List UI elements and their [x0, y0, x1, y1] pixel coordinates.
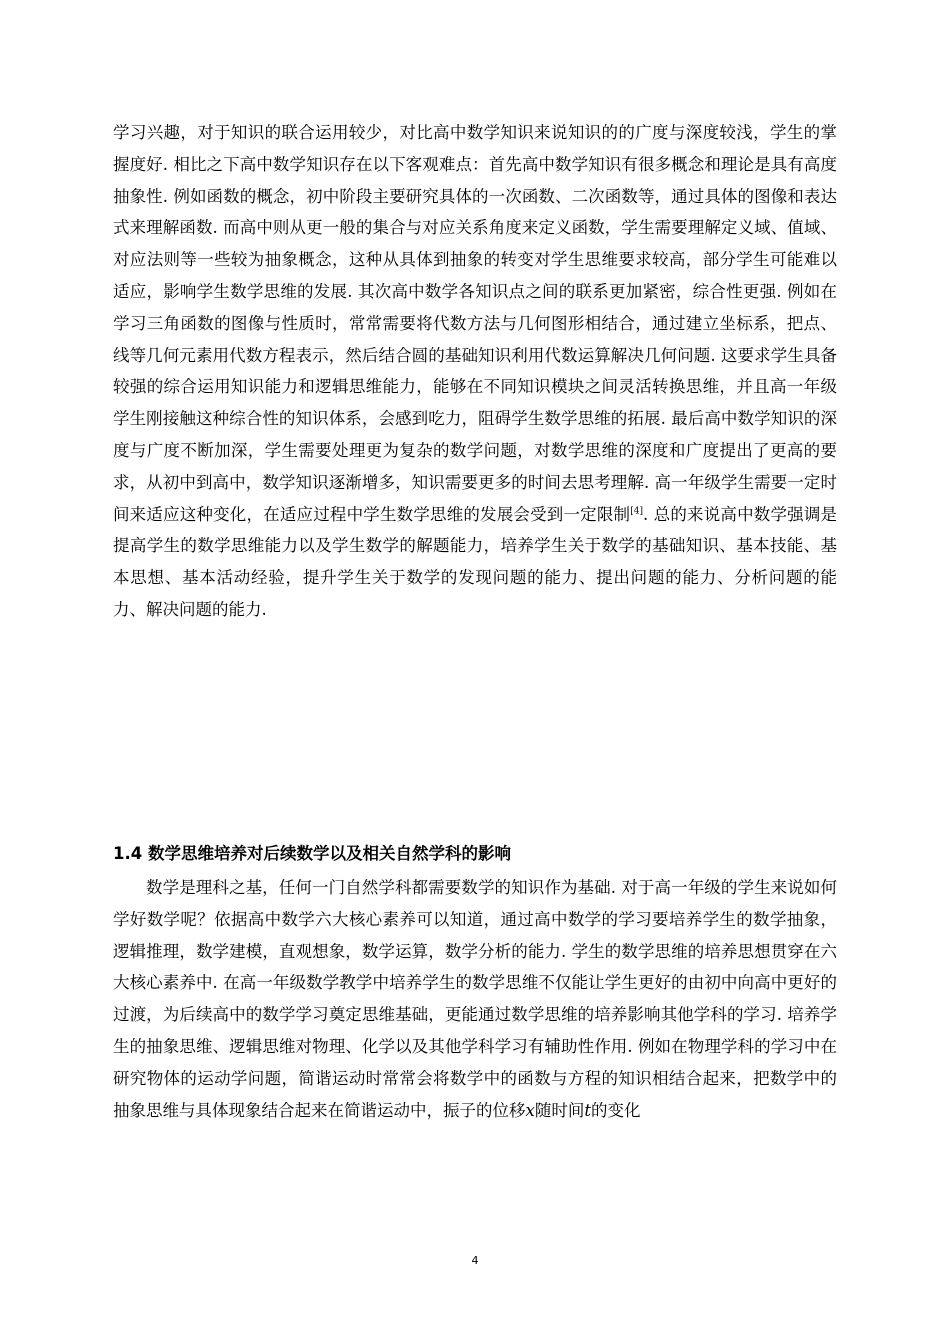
paragraph-1-text-b: . 总的来说高中数学强调是提高学生的数学思维能力以及学生数学的解题能力，培养学生关于数学的基础知识、基本技能、基本思想、基本活动经验，提升学生关于数学的发现问题的能力、提出问题的能力、分析问题的能力、解决问题的能力. — [113, 504, 838, 619]
paragraph-2-text-b: 随时间 — [534, 1100, 585, 1120]
paragraph-2-text-a: 数学是理科之基，任何一门自然学科都需要数学的知识作为基础. 对于高一年级的学生来说如何学好数学呢？依据高中数学六大核心素养可以知道，通过高中数学的学习要培养学生的数学抽象，逻辑推理，数学建模，直观想象，数学运算，数学分析的能力. 学生的数学思维的培养思想贯穿在六大核心素养中. 在高一年级数学教学中培养学生的数学思维不仅能让学生更好的由初中向高中更好的过渡，为后续高中的数学学习奠定思维基础，更能通过数学思维的培养影响其他学科的学习. 培养学生的抽象思维、逻辑思维对物理、化学以及其他学科学习有辅助性作用. 例如在物理学科的学习中在研究物体的运动学问题，简谐运动时常常会将数学中的函数与方程的知识相结合起来，把数学中的抽象思维与具体现象结合起来在简谐运动中，振子的位移 — [113, 878, 837, 1120]
variable-x: x — [525, 1100, 535, 1120]
paragraph-1-text-a: 学习兴趣，对于知识的联合运用较少，对比高中数学知识来说知识的的广度与深度较浅，学生的掌握度好. 相比之下高中数学知识存在以下客观难点：首先高中数学知识有很多概念和理论是具有高度抽象性. 例如函数的概念，初中阶段主要研究具体的一次函数、二次函数等，通过具体的图像和表达式来理解函数. 而高中则从更一般的集合与对应关系角度来定义函数，学生需要理解定义域、值域、对应法则等一些较为抽象概念，这种从具体到抽象的转变对学生思维要求较高，部分学生可能难以适应，影响学生数学思维的发展. 其次高中数学各知识点之间的联系更加紧密，综合性更强. 例如在学习三角函数的图像与性质时，常常需要将代数方法与几何图形相结合，通过建立坐标系，把点、线等几何元素用代数方程表示，然后结合圆的基础知识利用代数运算解决几何问题. 这要求学生具备较强的综合运用知识能力和逻辑思维能力，能够在不同知识模块之间灵活转换思维，并且高一年级学生刚接触这种综合性的知识体系，会感到吃力，阻碍学生数学思维的拓展. 最后高中数学知识的深度与广度不断加深，学生需要处理更为复杂的数学问题，对数学思维的深度和广度提出了更高的要求，从初中到高中，数学知识逐渐增多，知识需要更多的时间去思考理解. 高一年级学生需要一定时间来适应这种变化，在适应过程中学生数学思维的发展会受到一定限制 — [113, 123, 837, 524]
page-number: 4 — [471, 1254, 479, 1267]
variable-t: t — [584, 1100, 591, 1120]
body-paragraph-1 — [113, 117, 837, 626]
body-paragraph-2 — [113, 872, 837, 1126]
citation-superscript: [4] — [630, 506, 643, 517]
paragraph-2-text-c: 的变化 — [590, 1100, 641, 1120]
section-heading: 1.4 数学思维培养对后续数学以及相关自然学科的影响 — [113, 844, 511, 863]
